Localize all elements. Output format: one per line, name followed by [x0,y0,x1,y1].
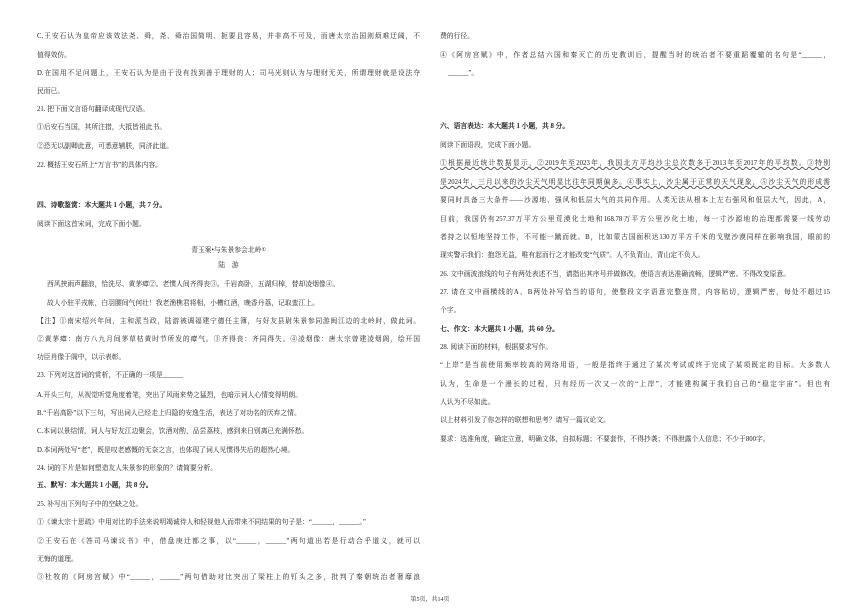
question-24: 24. 词的下片是如何塑造友人朱景参的形象的？请简要分析。 [37,465,218,472]
question-25-item-2-end: 无悔的道理。 [37,556,78,563]
poem-notes-1: 【注】①南宋绍兴年间，主和派当政，陆游被调福建宁德任主簿，与好友县尉朱景参同游闽江边的北岭时，做此词。 [37,318,420,325]
section-6-heading: 六、语言表达：本大题共 1 小题，共 8 分。 [440,123,570,130]
poem-title-text: 青玉案•与朱景参会北岭 [191,247,262,254]
question-25-item-1: ①《谏太宗十思疏》中用对比的手法来说明竭诚待人和轻视他人而带来不同结果的句子是：“______，______。” [37,519,366,526]
section-5-heading: 五、默写：本大题共 1 小题，共 8 分。 [37,482,153,489]
poem-title [37,245,420,257]
passage-line-4: 目前，我国仍有257.37万平方公里荒漠化土地和168.78万平方公里沙化土地，每一寸沙源地的治理都需要一线劳动 [440,216,830,223]
question-23-option-d: D.本词两处写“老”，既是叹老感慨的无奈之言，也体现了词人见惯得失后的超然心境。 [37,447,295,454]
option-c-line: C.王安石认为皇帝应该效法尧、舜，尧、舜治国简明、扼要且容易，并非高不可及，而唐太宗治国则烦难迂阔，不 [37,33,420,40]
option-d-line-end: 民而已。 [37,88,65,95]
poem-author: 陆 游 [218,262,239,269]
question-23: 23. 下列对这首词的赏析，不正确的一项是______ [37,372,184,379]
page-footer: 第5页，共14页 [410,597,450,603]
passage-line-3: 要同时具备三大条件——沙源地、强风和低层大气的共同作用。人类无法从根本上左右强风和低层大气，因此，A， [440,197,830,204]
section-4-heading: 四、诗歌鉴赏：本大题共 1 小题，共 7 分。 [37,202,167,209]
passage-line-1: ①根据最近统计数据显示，②2019年至2023年，我国北方平均沙尘总次数多于2013年至2017年的平均数。③特别 [440,160,830,167]
question-26: 26. 文中画波浪线的句子有两处表述不当，请指出其序号并做修改，使语言表达准确流畅，逻辑严密。不得改变原意。 [440,271,791,278]
poem-line-2: 故人小驻平戎帐，白羽腰间气何壮！我老渔樵君将相，小槽红酒，晚香丹荔，记取蛮江上。 [47,300,319,307]
question-27-end: 个字。 [440,307,461,314]
question-23-option-b: B.“千岩高卧”以下三句，写出词人已经走上归隐的安逸生活，表达了对功名的厌弃之情。 [37,410,301,417]
question-25-item-4: ④《阿房宫赋》中，作者总结六国和秦灭亡的历史教训后，提醒当时的统治者不要重蹈覆辙的名句是“______， [440,52,830,59]
material-line-1: “上岸”是当前使用频率较高的网络用语，一般是指终于通过了某次考试或终于完成了某项既定的目标。大多数人 [440,362,830,369]
question-25-item-3-end: 费的行径。 [440,33,474,40]
option-c-line-end: 值得效仿。 [37,52,71,59]
passage-line-5: 者持之以恒地坚持工作，不可能一蹴而就。B，比如蒙古国面积达130万平方千米的戈壁沙漠同样在影响我国，眼前的 [440,234,830,241]
material-line-3: 人认为不尽如此。 [440,399,495,406]
question-25: 25. 补写出下列句子中的空缺之处。 [37,501,143,508]
material-line-2: 认为，生命是一个漫长的过程，只有经历一次又一次的“上岸”，才能建构属于我们自己的“稳定宇宙”。但也有 [440,381,830,388]
question-28: 28. 阅读下面的材料，根据要求写作。 [440,344,553,351]
question-21: 21. 把下面文言语句翻译成现代汉语。 [37,106,150,113]
question-21-item-1: ①后安石当国，其所注措，大抵皆祖此书。 [37,124,167,131]
section-4-instruction: 阅读下面这首宋词，完成下面小题。 [37,221,146,228]
option-d-line: D.在国用不足问题上，王安石认为是由于没有找到善于理财的人；司马光则认为与理财无关，所谓理财就是设法夺 [37,70,420,77]
poem-notes-2: ②黄茅瘴：南方八九月间茅草枯黄时节所发的瘴气。③齐得丧：齐同得失。④凌烟像：唐太宗曾建凌烟阁，绘开国 [37,336,420,343]
passage-line-6: 现实警示我们：抱怨无益，唯有起而行之才能改变“气质”。人不负青山，青山定不负人。 [440,252,705,259]
question-25-item-4-end: ______”。 [448,70,479,77]
poem-title-note-mark: ① [261,248,266,253]
question-22: 22. 概括王安石所上“万言书”的具体内容。 [37,162,162,169]
question-25-item-3: ③杜牧的《阿房宫赋》中“______，______”两句借助对比突出了梁柱上的钉头之多，批判了秦朝统治者奢靡浪 [37,574,420,581]
writing-prompt: 以上材料引发了你怎样的联想和思考？请写一篇议论文。 [440,417,610,424]
section-6-instruction: 阅读下面语段，完成下面小题。 [440,142,536,149]
section-7-heading: 七、作文：本大题共 1 小题，共 60 分。 [440,326,559,333]
question-23-option-c: C.本词以景结情，词人与好友江边聚会，饮酒对酌，品尝荔枝，感到来日别离已充满怀愁。 [37,428,309,435]
poem-notes-3: 功臣肖像于阁中，以示表彰。 [37,354,126,361]
question-25-item-2: ②王安石在《答司马谏议书》中，借盘庚迁都之事，以“______，______”两句道出若是行动合乎道义，就可以 [37,538,420,545]
question-21-item-2: ②恐无以副卿此意，可悉意辅朕，同济此道。 [37,143,173,150]
question-27: 27. 请在文中画横线的A、B两处补写恰当的语句，使整段文字语意完整连贯，内容贴切，逻辑严密，每处不超过15 [440,289,830,296]
writing-requirements: 要求：选准角度，确定立意，明确文体，自拟标题；不要套作，不得抄袭；不得泄露个人信息；不少于800字。 [440,436,770,443]
passage-line-2: 是2024年，三月以来的沙尘天气明显比往年同期偏多。④事实上，沙尘属于正常的天气现象，⑤沙尘天气的形成需 [440,179,830,186]
question-23-option-a: A.开头三句，从视觉听觉角度着笔，突出了风雨来势之猛烈，也暗示词人心情变得明朗。 [37,392,302,399]
poem-line-1: 西风挟雨声翻浪，恰洗尽、黄茅瘴②。老惯人间齐得丧③。千岩高卧，五湖归棹，替却凌烟像④。 [47,281,340,288]
